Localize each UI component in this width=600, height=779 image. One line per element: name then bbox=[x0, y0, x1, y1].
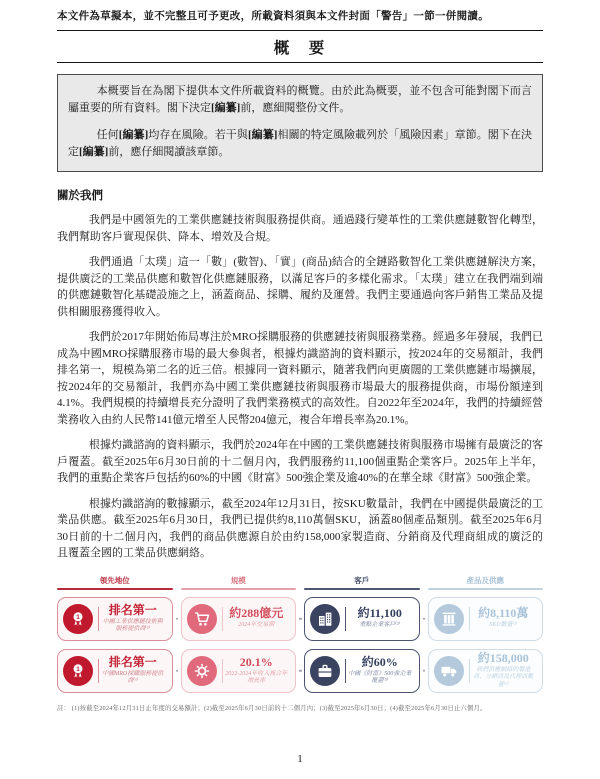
building-icon bbox=[310, 604, 340, 634]
section-heading-about-us: 關於我們 bbox=[57, 190, 103, 202]
card-value: 20.1% bbox=[239, 654, 273, 669]
svg-text:1: 1 bbox=[76, 665, 80, 673]
card-text bbox=[223, 656, 291, 686]
briefcase-icon bbox=[310, 656, 340, 686]
stat-card bbox=[428, 597, 544, 641]
stat-card bbox=[428, 649, 544, 693]
footnote: 註： (1)按截至2024年12月31日止年度的交易額計；(2)截至2025年6月30日前的十二個月內；(3)截至2025年6月30日；(4)截至2025年6月30日止六個月。 bbox=[57, 704, 487, 712]
card-subtitle: 中國工業供應鏈技術與服務提供商⁽¹⁾ bbox=[102, 618, 163, 632]
stat-column bbox=[57, 575, 173, 701]
card-value: 排名第一 bbox=[108, 654, 157, 669]
card-subtitle: 我們供應網絡的製造商、分銷商及代理商數量⁽⁶⁾ bbox=[473, 666, 534, 688]
medal-icon bbox=[63, 604, 93, 634]
card-value: 約60% bbox=[361, 654, 398, 669]
card-text bbox=[470, 652, 538, 690]
column-header-bar bbox=[57, 588, 173, 590]
card-text bbox=[346, 607, 414, 630]
card-subtitle: 重點企業客戶⁽²⁾ bbox=[359, 622, 401, 629]
stat-card bbox=[304, 597, 420, 641]
medal-icon bbox=[63, 656, 93, 686]
stat-column bbox=[304, 575, 420, 701]
card-value: 排名第一 bbox=[108, 602, 157, 617]
stat-card bbox=[181, 649, 297, 693]
body-paragraph: 根據灼識諮詢的資料顯示，我們於2024年在中國的工業供應鏈技術與服務市場擁有最廣泛的客戶覆蓋。截至2025年6月30日前的十二個月內，我們服務約11,100個重點企業客戶。2025年上半年，我們的重點企業客戶包括約60%的中國《財富》500強企業及逾40%的在華全球《財富》500強企業。 bbox=[57, 439, 543, 484]
column-header: 客戶 bbox=[354, 575, 370, 585]
stat-card bbox=[304, 649, 420, 693]
draft-warning-text: 本文件為草擬本，並不完整且可予更改，所載資料須與本文件封面「警告」一節一併閱讀。 bbox=[57, 11, 489, 22]
card-text bbox=[99, 656, 167, 686]
column-header-bar bbox=[181, 588, 297, 590]
shelf-icon bbox=[434, 604, 464, 634]
divider-top bbox=[57, 30, 543, 31]
stat-card bbox=[57, 597, 173, 641]
stat-card bbox=[57, 649, 173, 693]
summary-notice-box bbox=[57, 74, 543, 172]
body-paragraph: 根據灼識諮詢的數據顯示，截至2024年12月31日，按SKU數量計，我們在中國提供最廣泛的工業品供應。截至2025年6月30日，我們已提供約8,110萬個SKU，涵蓋80個產品類別。截至2025年6月30日前的十二個月內，我們的商品供應源自於由約158,000家製造商、分銷商及代理商組成的廣泛的且覆蓋全國的工業品供應網絡。 bbox=[57, 497, 543, 559]
card-value: 約8,110萬 bbox=[478, 606, 529, 621]
notice-paragraph: 任何[編纂]均存在風險。若干與[編纂]相關的特定風險載列於「風險因素」章節。閣下在決定[編纂]前，應仔細閱讀該章節。 bbox=[68, 129, 533, 158]
card-value: 約158,000 bbox=[477, 650, 529, 665]
page-title: 概 要 bbox=[273, 40, 327, 57]
svg-text:1: 1 bbox=[76, 613, 80, 621]
card-subtitle: 中國MRO採購服務提供商⁽¹⁾ bbox=[102, 670, 164, 684]
stat-column bbox=[181, 575, 297, 701]
body-paragraph: 我們是中國領先的工業供應鏈技術與服務提供商。通過踐行變革性的工業供應鏈數智化轉型，我們幫助客戶實現保供、降本、增效及合規。 bbox=[57, 214, 543, 243]
card-text bbox=[223, 607, 291, 630]
card-subtitle: 2022-2024年收入複合年增長率 bbox=[225, 670, 288, 684]
column-header-bar bbox=[304, 588, 420, 590]
about-paragraphs bbox=[57, 212, 543, 562]
card-value: 約11,100 bbox=[357, 606, 402, 621]
column-header: 產品及供應 bbox=[466, 575, 504, 585]
card-text bbox=[470, 607, 538, 630]
notice-paragraph: 本概要旨在為閣下提供本文件所載資料的概覽。由於此為概要，並不包含可能對閣下而言屬重要的所有資料。閣下決定[編纂]前，應細閱整份文件。 bbox=[68, 85, 532, 114]
page-number: 1 bbox=[297, 753, 303, 765]
body-paragraph: 我們通過「太璞」這一「數」(數智)、「實」(商品)結合的全鏈路數智化工業供應鏈解決方案，提供廣泛的工業品供應和數智化供應鏈服務，以滿足客戶的多樣化需求。「太璞」建立在我們端到端的供應鏈數智化基礎設施之上，涵蓋商品、採購、履約及運營。我們主要通過向客戶銷售工業品及提供相關服務獲得收入。 bbox=[57, 256, 543, 318]
stat-card bbox=[181, 597, 297, 641]
truck-icon bbox=[434, 656, 464, 686]
cart-icon bbox=[187, 604, 217, 634]
card-subtitle: SKU數量⁽³⁾ bbox=[489, 622, 518, 629]
highlights-infographic bbox=[57, 575, 543, 701]
gear-icon bbox=[187, 656, 217, 686]
divider-title bbox=[57, 62, 543, 63]
column-header: 規模 bbox=[230, 575, 246, 585]
column-header-bar bbox=[428, 588, 544, 590]
stat-column bbox=[428, 575, 544, 701]
card-text bbox=[346, 656, 414, 686]
column-header: 領先地位 bbox=[99, 575, 130, 585]
card-value: 約288億元 bbox=[229, 606, 284, 621]
card-subtitle: 中國《財富》500強企業覆蓋⁽⁵⁾ bbox=[348, 670, 412, 684]
card-text bbox=[99, 604, 167, 634]
card-subtitle: 2024年交易額 bbox=[238, 622, 275, 629]
document-page bbox=[57, 8, 543, 765]
body-paragraph: 我們於2017年開始佈局專注於MRO採購服務的供應鏈技術與服務業務。經過多年發展，我們已成為中國MRO採購服務市場的最大參與者，根據灼識諮詢的資料顯示，按2024年的交易額計，我們排名第一，規模為第二名的近三倍。根據同一資料顯示，隨著我們向更廣闊的工業供應鏈市場擴展，按2024年的交易額計，我們亦為中國工業供應鏈技術與服務市場最大的服務提供商，市場份額達到4.1%。我們規模的持續增長充分證明了我們業務模式的高效性。自2022年至2024年，我們的持續經營業務收入由約人民幣141億元增至人民幣204億元，複合年增長率為20.1%。 bbox=[57, 331, 543, 426]
